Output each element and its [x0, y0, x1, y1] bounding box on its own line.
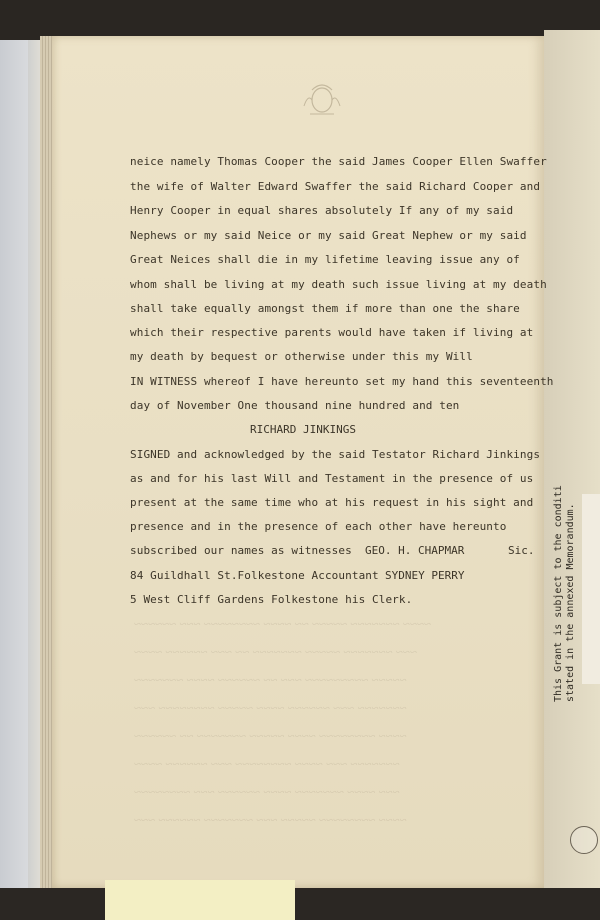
bleed-through-text: ~~~~ ~~~~~~ ~~~ ~~ ~~~~~~~ ~~~~~ ~~~~~~~ ~~~: [134, 645, 417, 660]
margin-memorandum-note: [551, 462, 581, 702]
witness-2-name: SYDNEY PERRY: [385, 569, 465, 582]
will-text-line: which their respective parents would have taken if living at: [130, 326, 534, 339]
stamp-icon: [570, 826, 598, 854]
will-text-line: day of November One thousand nine hundred and ten: [130, 399, 460, 412]
bleed-through-text: ~~~~~~~ ~~~~ ~~~~~~ ~~ ~~~ ~~~~~~~~~ ~~~~~: [134, 673, 407, 688]
attestation-line: SIGNED and acknowledged by the said Testator Richard Jinkings: [130, 448, 541, 461]
bleed-through-text: ~~~ ~~~~~~~~ ~~~~~ ~~~~ ~~~~~~ ~~~ ~~~~~~~: [134, 701, 407, 716]
royal-crest-icon: [300, 78, 344, 118]
right-adjacent-page: [544, 30, 600, 890]
bleed-through-text: ~~~~ ~~~~~~ ~~~ ~~~~~~~~ ~~~~ ~~~ ~~~~~~~: [134, 757, 400, 772]
will-text-line: Henry Cooper in equal shares absolutely If any of my said: [130, 204, 514, 217]
page-edges: [40, 36, 52, 888]
will-text-line: Nephews or my said Neice or my said Great Nephew or my said: [130, 229, 527, 242]
will-text-line: whom shall be living at my death such issue living at my death: [130, 278, 547, 291]
bottom-label-slip: [105, 880, 295, 920]
memo-tab: [582, 494, 600, 684]
sic-note: Sic.: [508, 544, 535, 557]
margin-note-line-1: This Grant is subject to the conditi: [553, 485, 564, 702]
witness-line: subscribed our names as witnesses: [130, 544, 352, 557]
margin-note-line-2: stated in the annexed Memorandum.: [565, 503, 576, 702]
bottom-binding: [0, 888, 600, 920]
bleed-through-text: ~~~~~~ ~~~ ~~~~~~~~ ~~~~ ~~ ~~~~~ ~~~~~~~ ~~~~: [134, 617, 432, 632]
bleed-through-text: ~~~~~~ ~~ ~~~~~~~ ~~~~~ ~~~~ ~~~~~~~~ ~~~~: [134, 729, 407, 744]
bleed-through-text: ~~~~~~~~ ~~~ ~~~~~~ ~~~~ ~~~~~~~ ~~~~ ~~~: [134, 785, 400, 800]
witness-1-name-text: GEO. H. CHAPMAR: [365, 544, 465, 557]
will-text-line: neice namely Thomas Cooper the said James Cooper Ellen Swaffer: [130, 155, 547, 168]
attestation-line: present at the same time who at his request in his sight and: [130, 496, 534, 509]
witness-1-name: [365, 544, 464, 557]
will-text-line: the wife of Walter Edward Swaffer the said Richard Cooper and: [130, 180, 541, 193]
witness-address-2: 5 West Cliff Gardens Folkestone his Clerk.: [130, 593, 413, 606]
bleed-through-text: ~~~ ~~~~~~ ~~~~~~~ ~~~ ~~~~~ ~~~~~~~~ ~~~~: [134, 813, 407, 828]
will-text-line: shall take equally amongst them if more than one the share: [130, 302, 520, 315]
attestation-line: presence and in the presence of each other have hereunto: [130, 520, 507, 533]
attestation-line: as and for his last Will and Testament in the presence of us: [130, 472, 534, 485]
will-text-line: IN WITNESS whereof I have hereunto set my hand this seventeenth: [130, 375, 554, 388]
will-text-line: my death by bequest or otherwise under this my Will: [130, 350, 473, 363]
will-text-line: Great Neices shall die in my lifetime leaving issue any of: [130, 253, 520, 266]
witness-address-1: 84 Guildhall St.Folkestone Accountant: [130, 569, 379, 582]
testator-signature: RICHARD JINKINGS: [250, 423, 356, 436]
